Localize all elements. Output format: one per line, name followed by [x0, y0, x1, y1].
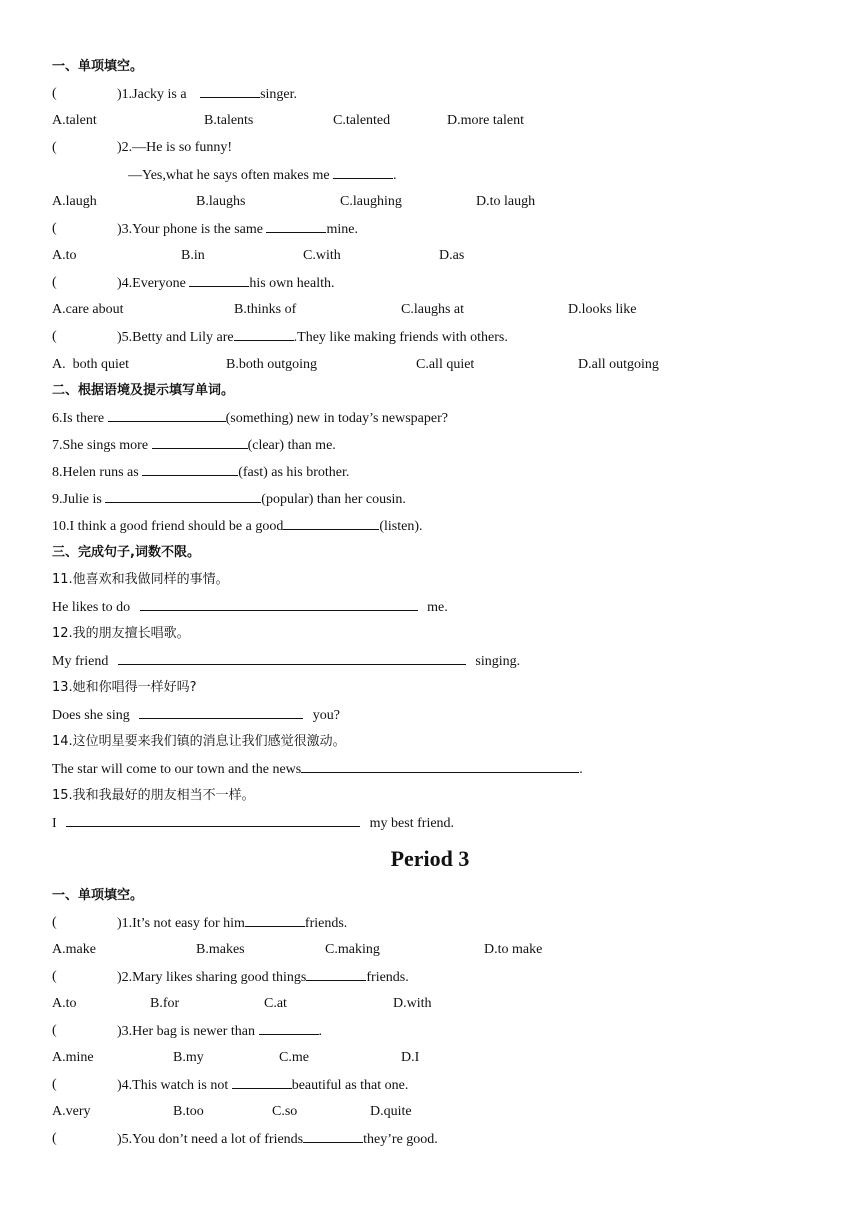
question-2 [117, 968, 409, 987]
sentence-13-prefix: Does she sing [52, 708, 130, 723]
fill-question-9 [52, 490, 406, 509]
fill-10-suffix: (listen). [379, 519, 423, 534]
question-1-paren: ( [52, 86, 57, 101]
question-3-after: mine. [326, 222, 358, 237]
question-5 [117, 328, 508, 347]
question-2-paren: ( [52, 969, 57, 984]
sentence-12 [52, 652, 520, 671]
option-b: B.both outgoing [226, 357, 318, 372]
sentence-15-chinese: 15.我和我最好的朋友相当不一样。 [52, 788, 255, 803]
answer-blank[interactable] [333, 166, 393, 179]
question-5-text: )5.You don’t need a lot of friends [117, 1132, 304, 1147]
fill-8-prefix: 8.Helen runs as [52, 465, 139, 480]
answer-blank[interactable] [283, 517, 379, 530]
option-a: A.care about [52, 302, 124, 317]
answer-blank[interactable] [306, 968, 366, 981]
answer-blank[interactable] [234, 328, 294, 341]
option-b: B.too [173, 1104, 204, 1119]
question-4-paren: ( [52, 275, 57, 290]
option-a: A.talent [52, 113, 97, 128]
answer-blank[interactable] [245, 914, 305, 927]
fill-question-7 [52, 436, 336, 455]
question-4 [117, 1076, 408, 1095]
period-title: Period 3 [390, 846, 470, 871]
question-5-text: )5.Betty and Lily are [117, 330, 234, 345]
question-5-after: .They like making friends with others. [293, 330, 508, 345]
option-b: B.laughs [196, 194, 246, 209]
option-a: A.laugh [52, 194, 97, 209]
fill-7-suffix: (clear) than me. [247, 438, 336, 453]
question-4-paren: ( [52, 1077, 57, 1092]
option-d: D.to make [484, 942, 543, 957]
section-heading-single-choice-2: 一、单项填空。 [52, 888, 144, 903]
question-4-text: )4.Everyone [117, 276, 186, 291]
option-d: D.more talent [447, 113, 524, 128]
option-c: C.so [272, 1104, 298, 1119]
option-b: B.for [150, 996, 180, 1011]
option-c: C.laughs at [401, 302, 464, 317]
fill-8-suffix: (fast) as his brother. [238, 465, 350, 480]
fill-9-prefix: 9.Julie is [52, 492, 102, 507]
option-d: D.as [439, 248, 465, 263]
option-d: D.I [401, 1050, 420, 1065]
fill-question-6 [52, 409, 448, 428]
option-d: D.to laugh [476, 194, 536, 209]
sentence-14 [52, 760, 583, 779]
option-d: D.with [393, 996, 432, 1011]
sentence-15-suffix: my best friend. [369, 816, 455, 831]
question-1-text: )1.Jacky is a [117, 87, 187, 102]
section-heading-complete-sentences: 三、完成句子,词数不限。 [52, 545, 200, 560]
answer-blank[interactable] [140, 598, 418, 611]
answer-blank[interactable] [139, 706, 303, 719]
answer-blank[interactable] [266, 220, 326, 233]
option-c: C.at [264, 996, 287, 1011]
sentence-15-prefix: I [52, 816, 57, 831]
option-c: C.all quiet [416, 357, 475, 372]
question-4 [117, 274, 334, 293]
answer-blank[interactable] [232, 1076, 292, 1089]
option-a: A.make [52, 942, 96, 957]
option-c: C.talented [333, 113, 391, 128]
option-d: D.quite [370, 1104, 412, 1119]
answer-blank[interactable] [189, 274, 249, 287]
fill-9-suffix: (popular) than her cousin. [261, 492, 406, 507]
answer-blank[interactable] [259, 1022, 319, 1035]
question-1-text: )1.It’s not easy for him [117, 916, 245, 931]
sentence-13-suffix: you? [312, 708, 340, 723]
option-b: B.my [173, 1050, 204, 1065]
question-1 [117, 85, 297, 104]
option-b: B.in [181, 248, 205, 263]
option-a: A.to [52, 996, 77, 1011]
question-4-after: his own health. [249, 276, 335, 291]
question-1-paren: ( [52, 915, 57, 930]
fill-6-prefix: 6.Is there [52, 411, 105, 426]
sentence-12-chinese: 12.我的朋友擅长唱歌。 [52, 626, 190, 641]
question-1-after: singer. [260, 87, 298, 102]
question-3-paren: ( [52, 221, 57, 236]
question-2-after: . [393, 168, 397, 183]
answer-blank[interactable] [152, 436, 248, 449]
answer-blank[interactable] [301, 760, 579, 773]
section-heading-single-choice: 一、单项填空。 [52, 59, 144, 74]
answer-blank[interactable] [200, 85, 260, 98]
question-3-text: )3.Her bag is newer than [117, 1024, 256, 1039]
option-c: C.me [279, 1050, 309, 1065]
question-2-after: friends. [366, 970, 409, 985]
option-c: C.with [303, 248, 341, 263]
option-a: A.to [52, 248, 77, 263]
fill-10-prefix: 10.I think a good friend should be a good [52, 519, 284, 534]
question-3-after: . [318, 1024, 323, 1039]
question-5-paren: ( [52, 329, 57, 344]
sentence-13-chinese: 13.她和你唱得一样好吗? [52, 680, 197, 695]
question-5 [117, 1130, 438, 1149]
sentence-14-prefix: The star will come to our town and the news [52, 762, 302, 777]
question-3 [117, 220, 358, 239]
question-2-text: )2.—He is so funny! [117, 140, 233, 155]
section-heading-word-fill: 二、根据语境及提示填写单词。 [52, 383, 235, 398]
answer-blank[interactable] [142, 463, 238, 476]
sentence-11-chinese: 11.他喜欢和我做同样的事情。 [52, 572, 229, 587]
option-c: C.laughing [340, 194, 402, 209]
question-1 [117, 914, 347, 933]
sentence-11-prefix: He likes to do [52, 600, 131, 615]
question-3 [117, 1022, 322, 1041]
question-3-paren: ( [52, 1023, 57, 1038]
question-4-after: beautiful as that one. [291, 1078, 409, 1093]
option-d: D.looks like [568, 302, 637, 317]
option-b: B.makes [196, 942, 245, 957]
question-5-paren: ( [52, 1131, 57, 1146]
answer-blank[interactable] [66, 814, 360, 827]
answer-blank[interactable] [108, 409, 226, 422]
sentence-13 [52, 706, 340, 725]
sentence-11 [52, 598, 448, 617]
question-5-after: they’re good. [363, 1132, 438, 1147]
sentence-14-chinese: 14.这位明星要来我们镇的消息让我们感觉很激动。 [52, 734, 346, 749]
question-2-line2 [128, 166, 397, 185]
option-b: B.talents [204, 113, 254, 128]
fill-6-suffix: (something) new in today’s newspaper? [225, 411, 448, 426]
answer-blank[interactable] [303, 1130, 363, 1143]
option-a: A.very [52, 1104, 91, 1119]
sentence-15 [52, 814, 454, 833]
question-2-paren: ( [52, 140, 57, 155]
option-c: C.making [325, 942, 380, 957]
question-2-line2-text: —Yes,what he says often makes me [128, 168, 330, 183]
fill-question-8 [52, 463, 349, 482]
answer-blank[interactable] [118, 652, 466, 665]
fill-question-10 [52, 517, 423, 536]
option-a: A. both quiet [52, 357, 129, 372]
sentence-12-suffix: singing. [475, 654, 521, 669]
sentence-11-suffix: me. [427, 600, 448, 615]
option-d: D.all outgoing [578, 357, 659, 372]
fill-7-prefix: 7.She sings more [52, 438, 149, 453]
question-1-after: friends. [304, 916, 348, 931]
option-b: B.thinks of [234, 302, 297, 317]
answer-blank[interactable] [105, 490, 261, 503]
question-2-text: )2.Mary likes sharing good things [117, 970, 307, 985]
option-a: A.mine [52, 1050, 94, 1065]
sentence-12-prefix: My friend [52, 654, 109, 669]
question-3-text: )3.Your phone is the same [117, 222, 263, 237]
question-4-text: )4.This watch is not [117, 1078, 229, 1093]
sentence-14-suffix: . [579, 762, 583, 777]
